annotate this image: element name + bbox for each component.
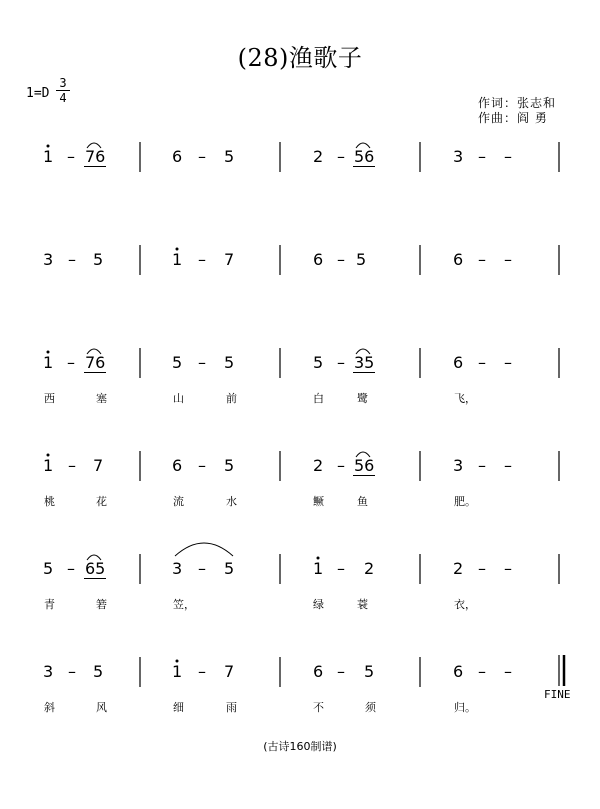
lyric: 细 — [173, 701, 184, 714]
note: 6 — [453, 662, 464, 681]
note: 5 — [313, 353, 324, 372]
lyric: 白 — [313, 392, 324, 405]
slur — [87, 555, 101, 560]
dash: – — [68, 456, 76, 475]
lyric: 肥。 — [454, 495, 476, 508]
slur — [356, 349, 370, 354]
lyric: 鹭 — [357, 392, 368, 405]
note: 1 — [172, 250, 183, 269]
dash: – — [504, 147, 512, 166]
dash: – — [504, 456, 512, 475]
note: 5 — [43, 559, 54, 578]
slur — [175, 543, 233, 556]
fine-mark: FINE — [544, 688, 571, 701]
lyric: 西 — [44, 392, 55, 405]
note: 6 — [453, 353, 464, 372]
lyric: 不 — [313, 701, 324, 714]
footer-credit: (古诗160制谱) — [263, 740, 337, 753]
note-group: 76 — [85, 147, 106, 166]
dash: – — [67, 559, 75, 578]
slur — [87, 349, 101, 354]
note: 5 — [224, 353, 235, 372]
note: 5 — [172, 353, 183, 372]
dash: – — [478, 147, 486, 166]
dash: – — [504, 662, 512, 681]
dash: – — [337, 662, 345, 681]
note: 5 — [364, 662, 375, 681]
lyric: 花 — [96, 495, 107, 508]
note: 3 — [453, 147, 464, 166]
note: 2 — [364, 559, 375, 578]
note: 7 — [224, 250, 235, 269]
note: 2 — [453, 559, 464, 578]
note-group: 65 — [85, 559, 106, 578]
note: 2 — [313, 456, 324, 475]
note: 6 — [172, 147, 183, 166]
dash: – — [478, 559, 486, 578]
note: 5 — [93, 250, 104, 269]
dash: – — [478, 250, 486, 269]
note: 1 — [172, 662, 183, 681]
note-group: 35 — [354, 353, 375, 372]
octave-dot — [176, 660, 179, 663]
lyric: 青 — [44, 598, 55, 611]
note-group: 56 — [354, 456, 375, 475]
time-sig-bottom: 4 — [56, 90, 70, 105]
time-sig-top: 3 — [59, 76, 67, 90]
lyric: 风 — [96, 701, 107, 714]
dash: – — [337, 456, 345, 475]
lyric: 绿 — [313, 598, 324, 611]
note-group: 76 — [85, 353, 106, 372]
note: 5 — [224, 456, 235, 475]
key-signature: 1=D — [26, 86, 50, 101]
note: 1 — [43, 147, 54, 166]
note: 1 — [43, 456, 54, 475]
note: 1 — [313, 559, 324, 578]
octave-dot — [176, 248, 179, 251]
dash: – — [504, 353, 512, 372]
lyric: 蓑 — [357, 598, 368, 611]
note: 5 — [224, 559, 235, 578]
dash: – — [478, 353, 486, 372]
slur — [356, 452, 370, 457]
note: 5 — [93, 662, 104, 681]
dash: – — [337, 147, 345, 166]
lyric: 须 — [365, 701, 376, 714]
lyric: 飞， — [454, 392, 476, 405]
dash: – — [68, 662, 76, 681]
lyric: 衣， — [454, 598, 476, 611]
dash: – — [198, 353, 206, 372]
dash: – — [68, 250, 76, 269]
octave-dot — [47, 351, 50, 354]
dash: – — [67, 353, 75, 372]
note-group: 56 — [354, 147, 375, 166]
note: 5 — [356, 250, 367, 269]
note: 7 — [93, 456, 104, 475]
lyric: 塞 — [96, 392, 107, 405]
note: 6 — [172, 456, 183, 475]
lyric: 鱼 — [357, 495, 368, 508]
dash: – — [478, 456, 486, 475]
octave-dot — [47, 454, 50, 457]
lyric: 山 — [173, 392, 184, 405]
note: 3 — [172, 559, 183, 578]
note: 6 — [453, 250, 464, 269]
note: 2 — [313, 147, 324, 166]
slur — [356, 143, 370, 148]
note: 6 — [313, 250, 324, 269]
dash: – — [478, 662, 486, 681]
octave-dot — [47, 145, 50, 148]
lyricist-credit: 作词：张志和 — [478, 96, 557, 110]
composer-credit: 作曲：阎 勇 — [478, 111, 548, 125]
dash: – — [67, 147, 75, 166]
octave-dot — [317, 557, 320, 560]
dash: – — [198, 662, 206, 681]
dash: – — [337, 353, 345, 372]
note: 6 — [313, 662, 324, 681]
dash: – — [504, 559, 512, 578]
note: 3 — [453, 456, 464, 475]
note: 3 — [43, 662, 54, 681]
lyric: 归。 — [454, 701, 476, 714]
dash: – — [337, 250, 345, 269]
slur — [87, 143, 101, 148]
note: 7 — [224, 662, 235, 681]
note: 5 — [224, 147, 235, 166]
page-title: (28)渔歌子 — [237, 44, 363, 72]
lyric: 桃 — [44, 495, 55, 508]
lyric: 流 — [173, 495, 184, 508]
lyric: 鳜 — [313, 495, 324, 508]
lyric: 前 — [226, 392, 237, 405]
dash: – — [198, 456, 206, 475]
dash: – — [504, 250, 512, 269]
lyric: 斜 — [44, 701, 55, 714]
dash: – — [198, 250, 206, 269]
note: 1 — [43, 353, 54, 372]
lyric: 笠， — [173, 598, 195, 611]
dash: – — [198, 147, 206, 166]
note: 3 — [43, 250, 54, 269]
dash: – — [337, 559, 345, 578]
lyric: 雨 — [226, 701, 237, 714]
lyric: 水 — [226, 495, 237, 508]
dash: – — [198, 559, 206, 578]
lyric: 箬 — [96, 598, 107, 611]
